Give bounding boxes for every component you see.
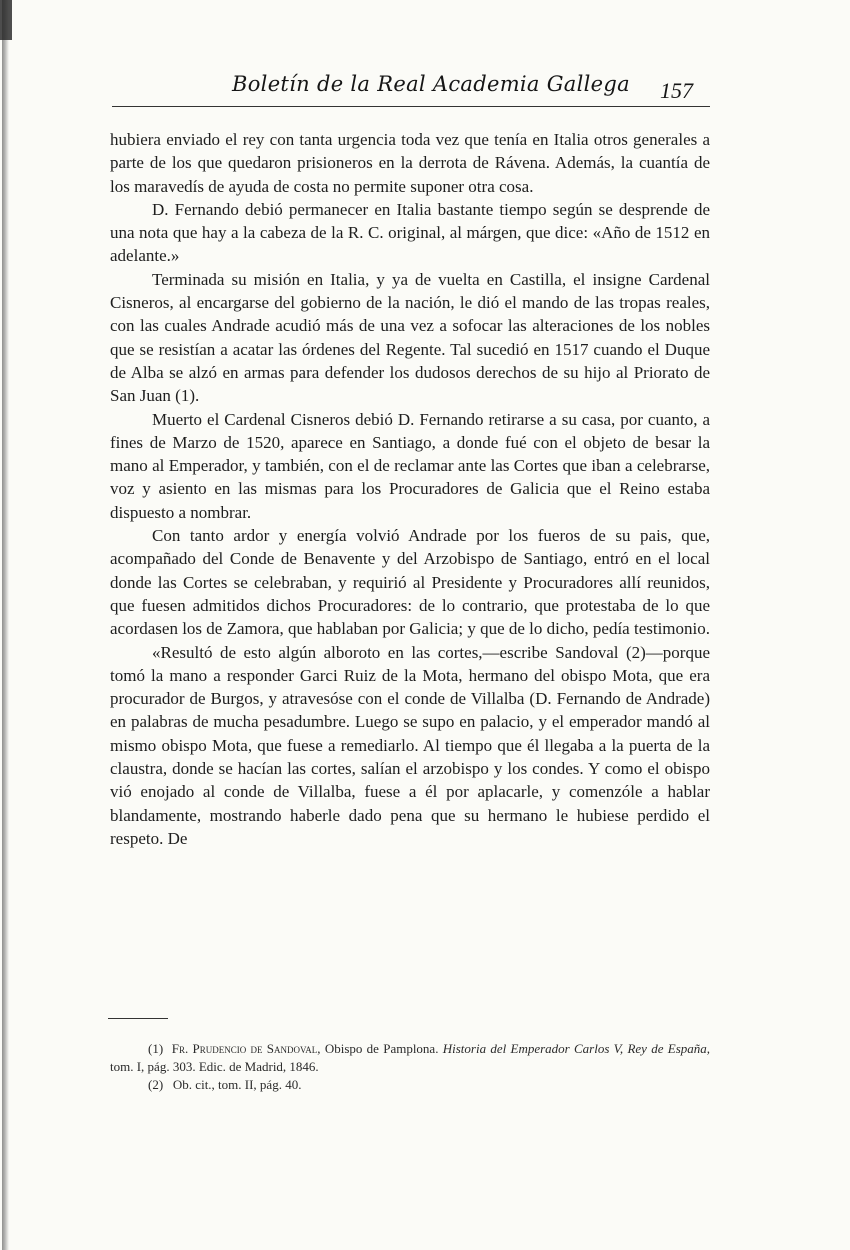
paragraph-1: hubiera enviado el rey con tanta urgencia toda vez que tenía en Italia otros generales a parte de los que quedaron prisioneros en la derrota de Rávena. Además, la cuantía de los maravedís de ayuda de costa no permite suponer otra cosa. [110,130,710,196]
paragraph-3: Terminada su misión en Italia, y ya de vuelta en Castilla, el insigne Cardenal Cisneros, al encargarse del gobierno de la nación, le dió el mando de las tropas reales, con las cuales Andrade acudió más de una vez a sofocar las alteraciones de los nobles que se resistían a acatar las órdenes del Regente. Tal sucedió en 1517 cuando el Duque de Alba se alzó en armas para defender los dudosos derechos de su hijo al Priorato de San Juan (1). [110,269,710,406]
footnote-1-title: Historia del Emperador Carlos V, Rey de España, [442,1041,710,1056]
footnote-1 [110,1040,710,1076]
footnote-2-text: Ob. cit., tom. II, pág. 40. [172,1077,302,1092]
footnote-1-author: Fr. Prudencio de Sandoval, [171,1041,321,1056]
footnote-1-role: Obispo de Pamplona. [320,1041,443,1056]
paragraph-2: D. Fernando debió permanecer en Italia bastante tiempo según se desprende de una nota que hay a la cabeza de la R. C. original, al márgen, que dice: «Año de 1512 en adelante.» [110,199,710,266]
running-title: Boletín de la Real Academia Gallega [232,72,630,96]
body-text [110,128,710,850]
paragraph-6: «Resultó de esto algún alboroto en las cortes,—escribe Sandoval (2)—porque tomó la mano a responder Garci Ruiz de la Mota, hermano del obispo Mota, que era procurador de Burgos, y atravesóse con el conde de Villalba (D. Fernando de Andrade) en palabras de mucha pesadumbre. Luego se supo en palacio, y el emperador mandó al mismo obispo Mota, que fuese a remediarlo. Al tiempo que él llegaba a la puerta de la claustra, donde se hacían las cortes, salían el arzobispo y los condes. Y como el obispo vió enojado al conde de Villalba, fuese a él por aplacarle, y comenzóle a hablar blandamente, mostrando haberle dado pena que su hermano le hubiese perdido el respeto. De [110,642,710,848]
binding-edge-shadow [2,0,9,1250]
footnote-1-marker: (1) [148,1041,164,1056]
paragraph-4: Muerto el Cardenal Cisneros debió D. Fernando retirarse a su casa, por cuanto, a fines de Marzo de 1520, aparece en Santiago, a donde fué con el objeto de besar la mano al Emperador, y también, con el de reclamar ante las Cortes que iban a celebrarse, voz y asiento en las mismas para los Procuradores de Galicia que el Reino estaba dispuesto a nombrar. [110,409,710,522]
binding-edge-mark [0,0,12,40]
footnote-1-rest: tom. I, pág. 303. Edic. de Madrid, 1846. [110,1059,319,1074]
footnotes [110,1040,710,1094]
paragraph-5: Con tanto ardor y energía volvió Andrade por los fueros de su pais, que, acompañado del Conde de Benavente y del Arzobispo de Santiago, entró en el local donde las Cortes se celebraban, y requirió al Presidente y Procuradores allí reunidos, que fuesen admitidos dichos Procuradores: de lo contrario, que protestaba de lo que acordasen los de Zamora, que hablaban por Galicia; y que de lo dicho, pedía testimonio. [110,526,710,639]
footnote-rule [108,1018,168,1019]
header-rule [112,106,710,107]
footnote-2 [110,1076,710,1094]
footnote-2-marker: (2) [148,1077,164,1092]
page-number: 157 [660,78,693,103]
